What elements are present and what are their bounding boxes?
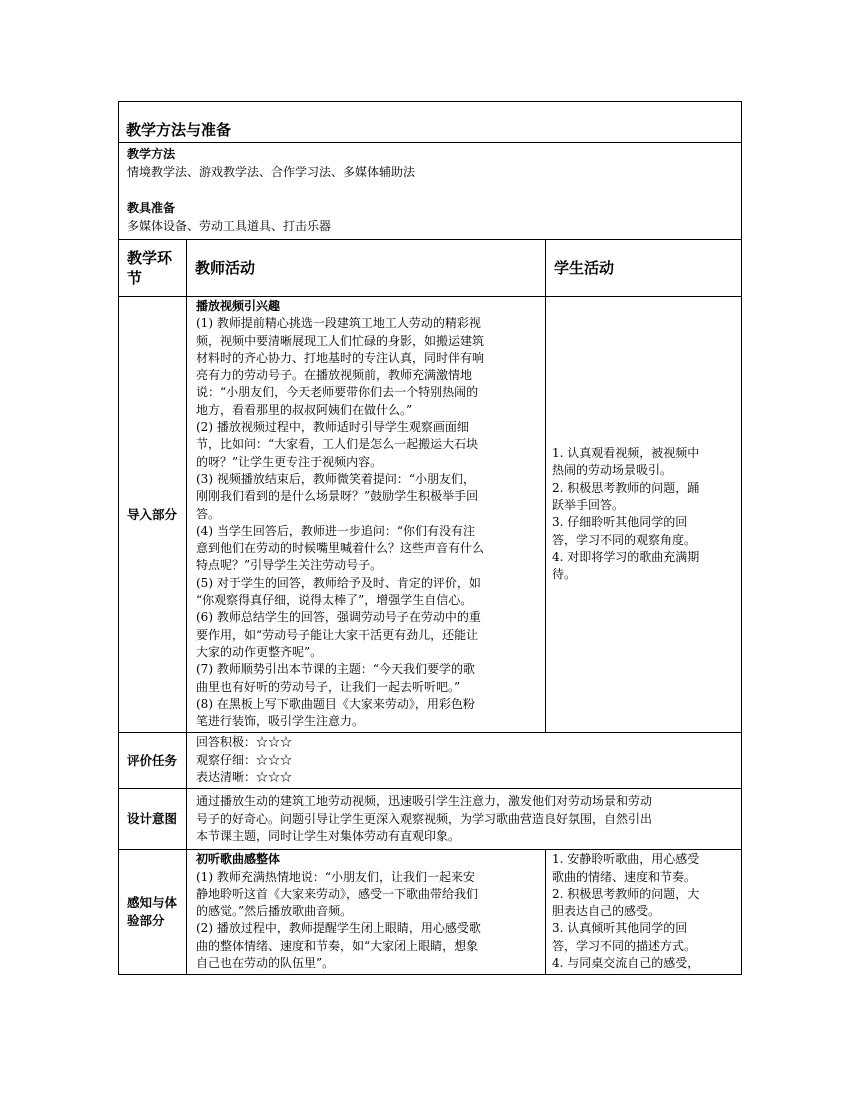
intro-student-lines	[552, 445, 735, 583]
student-activity-line: 1. 认真观看视频，被视频中	[552, 446, 700, 461]
methods-text: 情境教学法、游戏教学法、合作学习法、多媒体辅助法	[127, 165, 416, 179]
student-activity-line: 待。	[552, 567, 577, 582]
perception-teacher-activity	[187, 850, 546, 975]
intro-teacher-title: 播放视频引兴趣	[196, 299, 281, 313]
student-activity-line: 3. 认真倾听其他同学的回	[552, 921, 688, 936]
teacher-activity-line: 意到他们在劳动的时候嘴里喊着什么？这些声音有什么	[196, 541, 485, 556]
teacher-activity-line: (6) 教师总结学生的回答，强调劳动号子在劳动中的重	[196, 610, 481, 625]
teacher-activity-line: 静地聆听这首《大家来劳动》，感受一下歌曲带给我们	[196, 886, 479, 901]
design-intent-line: 通过播放生动的建筑工地劳动视频，迅速吸引学生注意力，激发他们对劳动场景和劳动	[196, 794, 653, 809]
design-intent-line: 本节课主题，同时让学生对集体劳动有直观印象。	[196, 828, 461, 843]
teacher-activity-line: (8) 在黑板上写下歌曲题目《大家来劳动》，用彩色粉	[196, 696, 475, 711]
methods-heading: 教学方法	[127, 147, 176, 161]
stage-intro: 导入部分	[119, 297, 187, 733]
design-cell	[187, 789, 742, 850]
design-intent-line: 号子的好奇心。问题引导让学生更深入观察视频，为学习歌曲营造良好氛围，自然引出	[196, 811, 653, 826]
preparation-cell	[119, 143, 742, 240]
teacher-activity-line: 说：“小朋友们，今天老师要带你们去一个特别热闹的	[196, 385, 479, 400]
student-activity-line: 热闹的劳动场景吸引。	[552, 463, 673, 478]
teacher-activity-line: 的呀？”让学生更专注于视频内容。	[196, 454, 383, 469]
lesson-plan-table	[118, 101, 742, 975]
lesson-plan-page	[118, 101, 741, 975]
student-activity-line: 胆表达自己的感受。	[552, 904, 661, 919]
perception-teacher-title: 初听歌曲感整体	[196, 852, 281, 867]
header-student: 学生活动	[546, 240, 742, 297]
teacher-activity-line: 曲里也有好听的劳动号子，让我们一起去听听吧。”	[196, 679, 461, 694]
teacher-activity-line: (4) 当学生回答后，教师进一步追问：“你们有没有注	[196, 523, 475, 538]
teacher-activity-line: 要作用，如“劳动号子能让大家干活更有劲儿，还能让	[196, 627, 479, 642]
teacher-activity-line: 大家的动作更整齐呢”。	[196, 644, 323, 659]
student-activity-line: 答，学习不同的描述方式。	[552, 938, 697, 953]
design-lines	[196, 793, 732, 845]
intro-student-activity	[546, 297, 742, 733]
teacher-activity-line: 特点呢？”引导学生关注劳动号子。	[196, 558, 383, 573]
student-activity-line: 3. 仔细聆听其他同学的回	[552, 515, 688, 530]
student-activity-line: 跃举手回答。	[552, 497, 625, 512]
teacher-activity-line: 的感觉。”然后播放歌曲音频。	[196, 904, 353, 919]
teacher-activity-line: 材料时的齐心协力、打地基时的专注认真，同时伴有响	[196, 350, 485, 365]
teacher-activity-line: 笔进行装饰，吸引学生注意力。	[196, 714, 365, 729]
student-activity-line: 2. 积极思考教师的问题，踊	[552, 480, 700, 495]
stage-perception: 感知与体验部分	[119, 850, 187, 975]
teacher-activity-line: (2) 播放视频过程中，教师适时引导学生观察画面细	[196, 420, 469, 435]
intro-teacher-activity	[187, 297, 546, 733]
student-activity-line: 答，学习不同的观察角度。	[552, 532, 697, 547]
student-activity-line: 歌曲的情绪、速度和节奏。	[552, 869, 697, 884]
section-title: 教学方法与准备	[119, 102, 742, 143]
teacher-activity-line: 自己也在劳动的队伍里”。	[196, 955, 335, 970]
header-stage: 教学环节	[119, 240, 187, 297]
intro-teacher-lines	[196, 315, 536, 730]
teacher-activity-line: 答。	[196, 506, 221, 521]
evaluation-cell	[187, 733, 742, 789]
teacher-activity-line: 刚刚我们看到的是什么场景呀？”鼓励学生积极举手回	[196, 489, 479, 504]
perception-teacher-lines	[196, 869, 536, 973]
student-activity-line: 4. 与同桌交流自己的感受，	[552, 955, 700, 970]
teacher-activity-line: 节，比如问：“大家看，工人们是怎么一起搬运大石块	[196, 437, 479, 452]
teacher-activity-line: 频，视频中要清晰展现工人们忙碌的身影，如搬运建筑	[196, 333, 485, 348]
evaluation-line: 回答积极：☆☆☆	[196, 735, 293, 750]
teacher-activity-line: 地方，看看那里的叔叔阿姨们在做什么。”	[196, 402, 413, 417]
evaluation-line: 表达清晰：☆☆☆	[196, 770, 293, 785]
perception-student-lines	[552, 851, 735, 972]
stage-design: 设计意图	[119, 789, 187, 850]
stage-evaluation: 评价任务	[119, 733, 187, 789]
teacher-activity-line: 曲的整体情绪、速度和节奏，如“大家闭上眼睛，想象	[196, 938, 479, 953]
perception-student-activity	[546, 850, 742, 975]
teacher-activity-line: (5) 对于学生的回答，教师给予及时、肯定的评价，如	[196, 575, 481, 590]
header-teacher: 教师活动	[187, 240, 546, 297]
student-activity-line: 1. 安静聆听歌曲，用心感受	[552, 852, 700, 867]
student-activity-line: 2. 积极思考教师的问题，大	[552, 886, 700, 901]
tools-text: 多媒体设备、劳动工具道具、打击乐器	[127, 219, 332, 233]
student-activity-line: 4. 对即将学习的歌曲充满期	[552, 549, 700, 564]
teacher-activity-line: 亮有力的劳动号子。在播放视频前，教师充满激情地	[196, 368, 473, 383]
teacher-activity-line: “你观察得真仔细，说得太棒了”，增强学生自信心。	[196, 593, 473, 608]
teacher-activity-line: (7) 教师顺势引出本节课的主题：“今天我们要学的歌	[196, 662, 475, 677]
teacher-activity-line: (2) 播放过程中，教师提醒学生闭上眼睛，用心感受歌	[196, 921, 481, 936]
evaluation-lines	[196, 734, 732, 786]
teacher-activity-line: (1) 教师充满热情地说：“小朋友们，让我们一起来安	[196, 869, 475, 884]
teacher-activity-line: (3) 视频播放结束后，教师微笑着提问：“小朋友们，	[196, 471, 475, 486]
evaluation-line: 观察仔细：☆☆☆	[196, 752, 293, 767]
teacher-activity-line: (1) 教师提前精心挑选一段建筑工地工人劳动的精彩视	[196, 316, 481, 331]
tools-heading: 教具准备	[127, 201, 176, 215]
